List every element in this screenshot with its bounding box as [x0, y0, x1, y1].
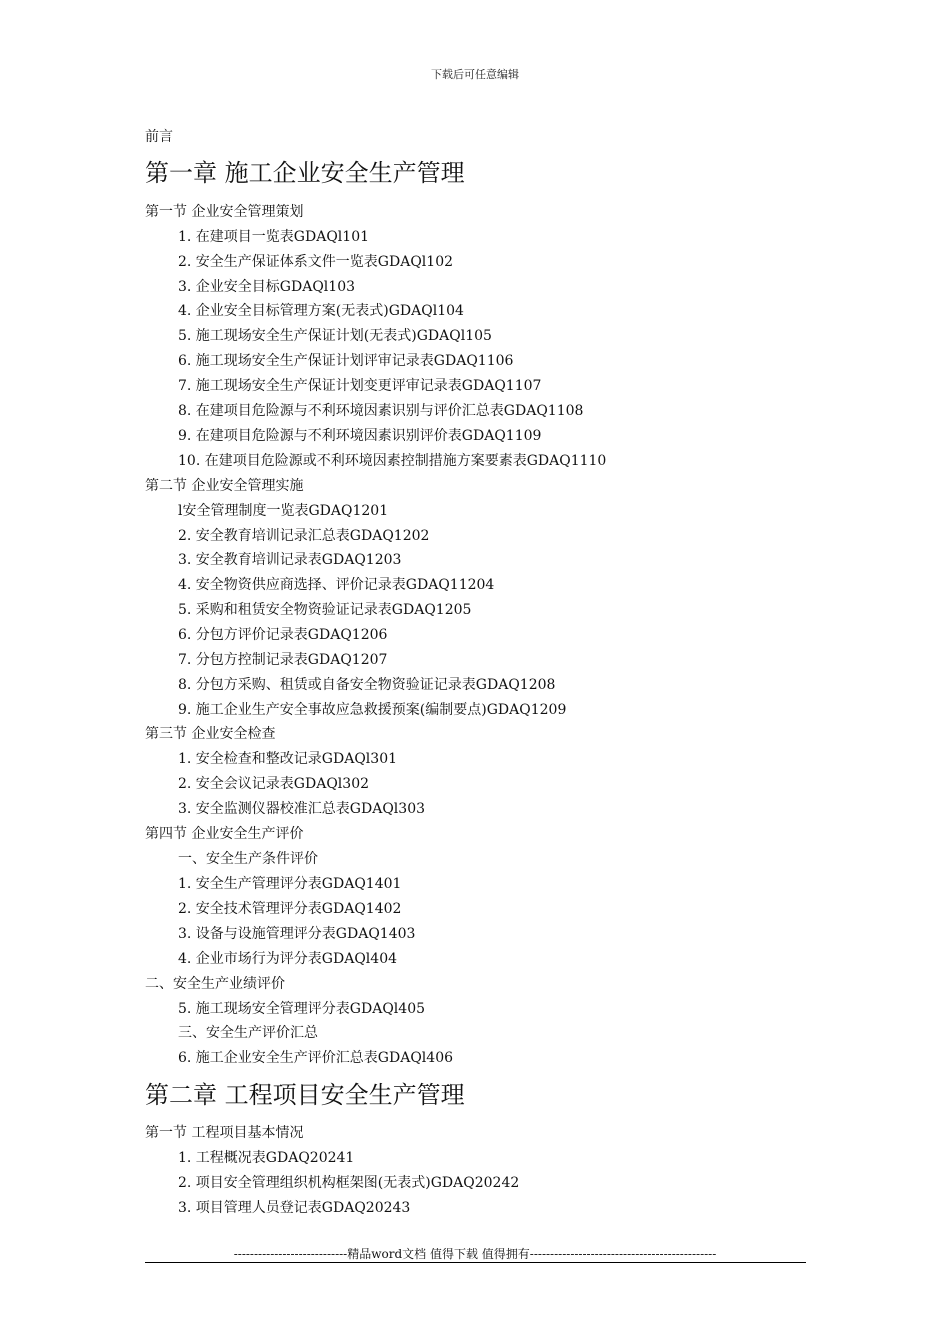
toc-item: 7. 分包方控制记录表GDAQ1207 — [178, 652, 388, 668]
chapter-2-title: 第二章 工程项目安全生产管理 — [145, 1081, 465, 1109]
section-1-4-title: 第四节 企业安全生产评价 — [145, 826, 304, 842]
toc-item: 7. 施工现场安全生产保证计划变更评审记录表GDAQ1107 — [178, 378, 542, 394]
toc-item: 1. 在建项目一览表GDAQl101 — [178, 229, 370, 245]
toc-item: 2. 安全技术管理评分表GDAQ1402 — [178, 901, 402, 917]
section-2-1-title: 第一节 工程项目基本情况 — [145, 1125, 304, 1141]
subsection-heading: 三、安全生产评价汇总 — [178, 1025, 318, 1041]
toc-item: 4. 企业市场行为评分表GDAQl404 — [178, 951, 398, 967]
toc-item: 3. 企业安全目标GDAQl103 — [178, 279, 356, 295]
preface-heading: 前言 — [145, 129, 173, 145]
section-1-2-title: 第二节 企业安全管理实施 — [145, 478, 304, 494]
toc-item: 9. 在建项目危险源与不利环境因素识别评价表GDAQ1109 — [178, 428, 542, 444]
toc-item: 6. 施工企业安全生产评价汇总表GDAQl406 — [178, 1050, 454, 1066]
toc-item: 10. 在建项目危险源或不利环境因素控制措施方案要素表GDAQ1110 — [178, 453, 607, 469]
toc-item: 1. 安全生产管理评分表GDAQ1401 — [178, 876, 402, 892]
toc-item: 3. 安全监测仪器校准汇总表GDAQl303 — [178, 801, 426, 817]
toc-item: 4. 企业安全目标管理方案(无表式)GDAQl104 — [178, 303, 464, 319]
toc-item: 3. 设备与设施管理评分表GDAQ1403 — [178, 926, 416, 942]
toc-item: 4. 安全物资供应商选择、评价记录表GDAQ11204 — [178, 577, 495, 593]
toc-item: 3. 项目管理人员登记表GDAQ20243 — [178, 1200, 411, 1216]
toc-item: 8. 分包方采购、租赁或自备安全物资验证记录表GDAQ1208 — [178, 677, 556, 693]
toc-item: 1. 工程概况表GDAQ20241 — [178, 1150, 355, 1166]
subsection-heading: 一、安全生产条件评价 — [178, 851, 318, 867]
toc-item: 5. 采购和租赁安全物资验证记录表GDAQ1205 — [178, 602, 472, 618]
toc-item: 2. 安全教育培训记录汇总表GDAQ1202 — [178, 528, 430, 544]
footer-rule — [145, 1262, 806, 1263]
toc-item: 6. 分包方评价记录表GDAQ1206 — [178, 627, 388, 643]
subsection-heading: 二、安全生产业绩评价 — [145, 976, 285, 992]
page-header: 下载后可任意编辑 — [431, 68, 519, 81]
toc-item: 5. 施工现场安全管理评分表GDAQl405 — [178, 1001, 426, 1017]
toc-item: 1. 安全检查和整改记录GDAQl301 — [178, 751, 398, 767]
chapter-1-title: 第一章 施工企业安全生产管理 — [145, 159, 465, 187]
toc-item: l安全管理制度一览表GDAQ1201 — [178, 503, 389, 519]
section-1-3-title: 第三节 企业安全检查 — [145, 726, 276, 742]
toc-item: 2. 项目安全管理组织机构框架图(无表式)GDAQ20242 — [178, 1175, 520, 1191]
toc-item: 2. 安全会议记录表GDAQl302 — [178, 776, 370, 792]
toc-item: 8. 在建项目危险源与不利环境因素识别与评价汇总表GDAQ1108 — [178, 403, 584, 419]
page-footer: ----------------------------精品word文档 值得下载 值得拥有---------------------------------------------- — [233, 1247, 717, 1261]
section-1-1-title: 第一节 企业安全管理策划 — [145, 204, 304, 220]
toc-item: 5. 施工现场安全生产保证计划(无表式)GDAQl105 — [178, 328, 492, 344]
toc-item: 3. 安全教育培训记录表GDAQ1203 — [178, 552, 402, 568]
toc-item: 2. 安全生产保证体系文件一览表GDAQl102 — [178, 254, 454, 270]
toc-item: 9. 施工企业生产安全事故应急救援预案(编制要点)GDAQ1209 — [178, 702, 567, 718]
toc-item: 6. 施工现场安全生产保证计划评审记录表GDAQ1106 — [178, 353, 514, 369]
